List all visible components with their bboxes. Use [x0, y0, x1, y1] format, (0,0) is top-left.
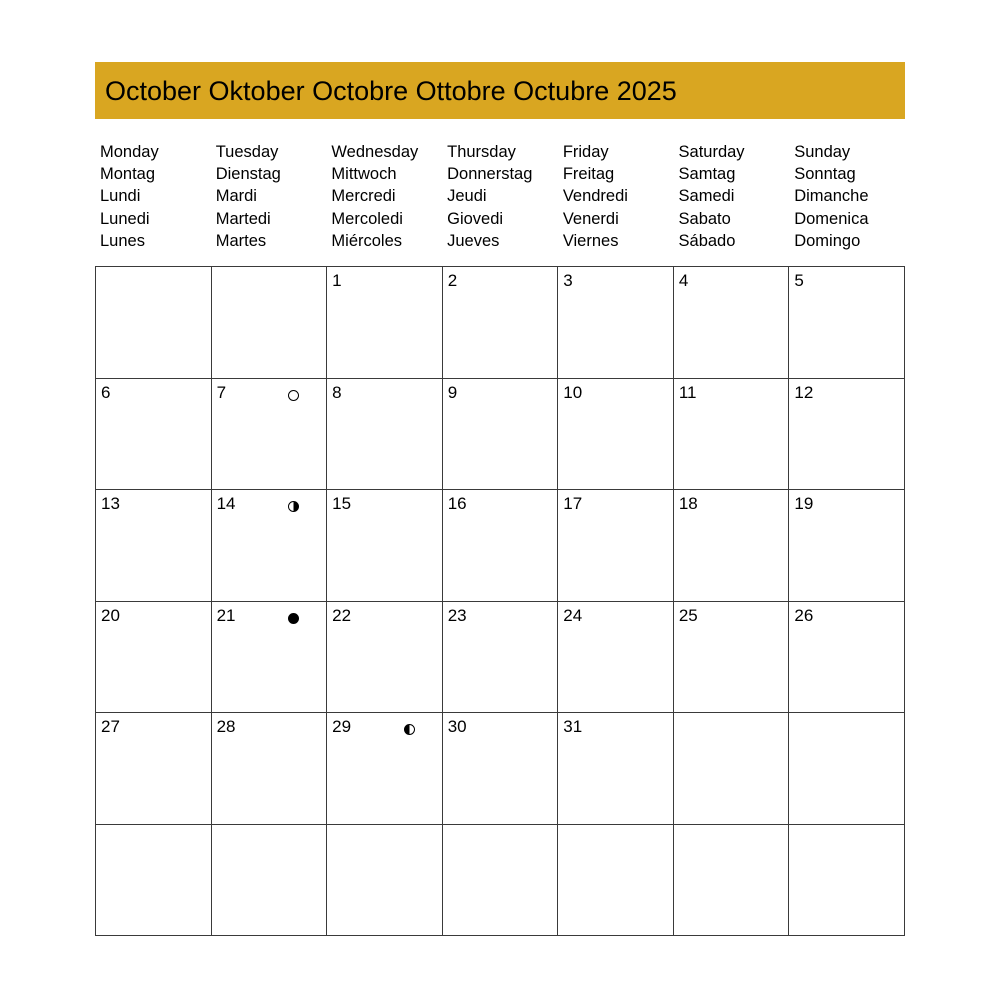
weekday-column-thursday	[442, 141, 558, 254]
day-cell-24[interactable]	[558, 602, 674, 714]
day-cell-1[interactable]	[327, 267, 443, 379]
day-cell-19[interactable]	[789, 490, 905, 602]
day-cell-empty	[443, 825, 559, 937]
day-number: 20	[101, 605, 120, 625]
day-cell-30[interactable]	[443, 713, 559, 825]
weekday-name-it: Lunedi	[100, 209, 150, 228]
weekday-name-en: Tuesday	[215, 143, 279, 161]
day-number: 5	[794, 271, 804, 290]
day-cell-empty	[96, 267, 212, 379]
day-number: 29	[332, 717, 352, 736]
day-number: 30	[447, 717, 467, 736]
day-cell-21[interactable]	[212, 602, 328, 714]
day-cell-31[interactable]	[558, 713, 674, 825]
weekday-name-fr: Lundi	[100, 187, 141, 206]
calendar-week-row	[96, 713, 905, 825]
weekday-name-en: Wednesday	[331, 143, 419, 161]
calendar-week-row	[96, 825, 905, 937]
day-number: 10	[563, 382, 583, 402]
weekday-name-de: Freitag	[562, 165, 615, 184]
weekday-name-es: Miércoles	[331, 231, 403, 250]
day-cell-8[interactable]	[327, 379, 443, 491]
weekday-name-fr: Mardi	[215, 187, 257, 206]
day-cell-empty	[212, 825, 328, 937]
day-number: 7	[216, 382, 227, 402]
weekday-column-monday	[95, 141, 211, 254]
weekday-name-it: Mercoledi	[331, 209, 403, 228]
weekday-name-en: Saturday	[678, 143, 745, 161]
weekday-name-fr: Vendredi	[562, 187, 628, 206]
weekday-name-es: Lunes	[100, 231, 145, 250]
day-number: 19	[794, 494, 814, 513]
weekday-name-es: Jueves	[447, 231, 500, 250]
day-number: 12	[794, 382, 814, 402]
day-cell-17[interactable]	[558, 490, 674, 602]
new-moon-icon	[288, 613, 299, 624]
day-number: 23	[447, 605, 467, 625]
day-number: 31	[563, 717, 583, 736]
day-cell-16[interactable]	[443, 490, 559, 602]
day-number: 13	[101, 494, 120, 513]
day-cell-empty	[674, 713, 790, 825]
day-number: 28	[216, 717, 236, 736]
weekday-name-es: Martes	[215, 231, 267, 250]
day-number: 8	[332, 382, 342, 402]
weekday-name-de: Samtag	[678, 165, 736, 184]
full-moon-icon	[288, 390, 299, 401]
weekday-name-de: Mittwoch	[331, 165, 397, 184]
day-cell-empty	[789, 713, 905, 825]
day-cell-23[interactable]	[443, 602, 559, 714]
weekday-name-es: Domingo	[794, 231, 861, 250]
day-cell-14[interactable]	[212, 490, 328, 602]
day-cell-28[interactable]	[212, 713, 328, 825]
day-cell-6[interactable]	[96, 379, 212, 491]
day-number: 11	[678, 382, 697, 402]
weekday-name-es: Viernes	[562, 231, 619, 250]
day-cell-11[interactable]	[674, 379, 790, 491]
day-number: 16	[447, 494, 467, 513]
weekday-column-wednesday	[326, 141, 442, 254]
day-number: 25	[678, 605, 698, 625]
weekday-name-fr: Samedi	[678, 187, 735, 206]
day-cell-29[interactable]	[327, 713, 443, 825]
day-cell-13[interactable]	[96, 490, 212, 602]
day-cell-empty	[96, 825, 212, 937]
day-number: 15	[332, 494, 352, 513]
calendar-week-row	[96, 490, 905, 602]
day-number: 2	[447, 271, 458, 290]
first-quarter-moon-icon	[404, 724, 415, 735]
weekday-name-en: Monday	[100, 143, 159, 161]
day-cell-empty	[789, 825, 905, 937]
calendar-day-grid	[95, 266, 905, 936]
weekday-column-saturday	[674, 141, 790, 254]
day-number: 1	[332, 271, 342, 290]
day-cell-25[interactable]	[674, 602, 790, 714]
day-number: 27	[101, 717, 120, 736]
day-cell-empty	[212, 267, 328, 379]
day-number: 26	[794, 605, 814, 625]
calendar-week-row	[96, 267, 905, 379]
day-cell-18[interactable]	[674, 490, 790, 602]
day-cell-7[interactable]	[212, 379, 328, 491]
weekday-name-it: Giovedi	[447, 209, 504, 228]
day-cell-10[interactable]	[558, 379, 674, 491]
day-number: 24	[563, 605, 583, 625]
calendar-week-row	[96, 602, 905, 714]
weekday-name-it: Sabato	[678, 209, 731, 228]
weekday-column-tuesday	[211, 141, 327, 254]
day-cell-26[interactable]	[789, 602, 905, 714]
weekday-column-sunday	[789, 141, 905, 254]
day-cell-empty	[674, 825, 790, 937]
weekday-name-es: Sábado	[678, 231, 736, 250]
weekday-header-row	[95, 141, 905, 254]
weekday-name-de: Dienstag	[215, 165, 281, 184]
weekday-name-de: Donnerstag	[447, 165, 533, 184]
calendar-title-bar	[95, 62, 905, 119]
last-quarter-moon-icon	[288, 501, 299, 512]
day-cell-12[interactable]	[789, 379, 905, 491]
day-number: 9	[447, 382, 458, 402]
weekday-column-friday	[558, 141, 674, 254]
weekday-name-en: Sunday	[794, 143, 851, 161]
page-title: October Oktober Octobre Ottobre Octubre 2025	[105, 75, 677, 106]
day-cell-empty	[327, 825, 443, 937]
day-cell-27[interactable]	[96, 713, 212, 825]
weekday-name-it: Martedi	[215, 209, 271, 228]
day-cell-22[interactable]	[327, 602, 443, 714]
weekday-name-en: Friday	[562, 143, 609, 161]
day-number: 18	[678, 494, 698, 513]
day-number: 14	[216, 494, 236, 513]
day-cell-3[interactable]	[558, 267, 674, 379]
weekday-name-fr: Mercredi	[331, 187, 396, 206]
calendar-week-row	[96, 379, 905, 491]
weekday-name-fr: Jeudi	[447, 187, 487, 206]
day-number: 3	[563, 271, 573, 290]
weekday-name-it: Domenica	[794, 209, 869, 228]
day-number: 6	[101, 382, 111, 402]
day-cell-4[interactable]	[674, 267, 790, 379]
day-cell-5[interactable]	[789, 267, 905, 379]
day-number: 21	[216, 605, 236, 625]
weekday-name-de: Sonntag	[794, 165, 856, 184]
day-number: 17	[563, 494, 583, 513]
weekday-name-it: Venerdi	[562, 209, 619, 228]
day-number: 4	[678, 271, 689, 290]
weekday-name-fr: Dimanche	[794, 187, 869, 206]
day-cell-2[interactable]	[443, 267, 559, 379]
weekday-name-en: Thursday	[447, 143, 516, 161]
day-cell-15[interactable]	[327, 490, 443, 602]
weekday-name-de: Montag	[100, 165, 156, 184]
day-cell-20[interactable]	[96, 602, 212, 714]
day-cell-9[interactable]	[443, 379, 559, 491]
day-cell-empty	[558, 825, 674, 937]
day-number: 22	[332, 605, 352, 625]
